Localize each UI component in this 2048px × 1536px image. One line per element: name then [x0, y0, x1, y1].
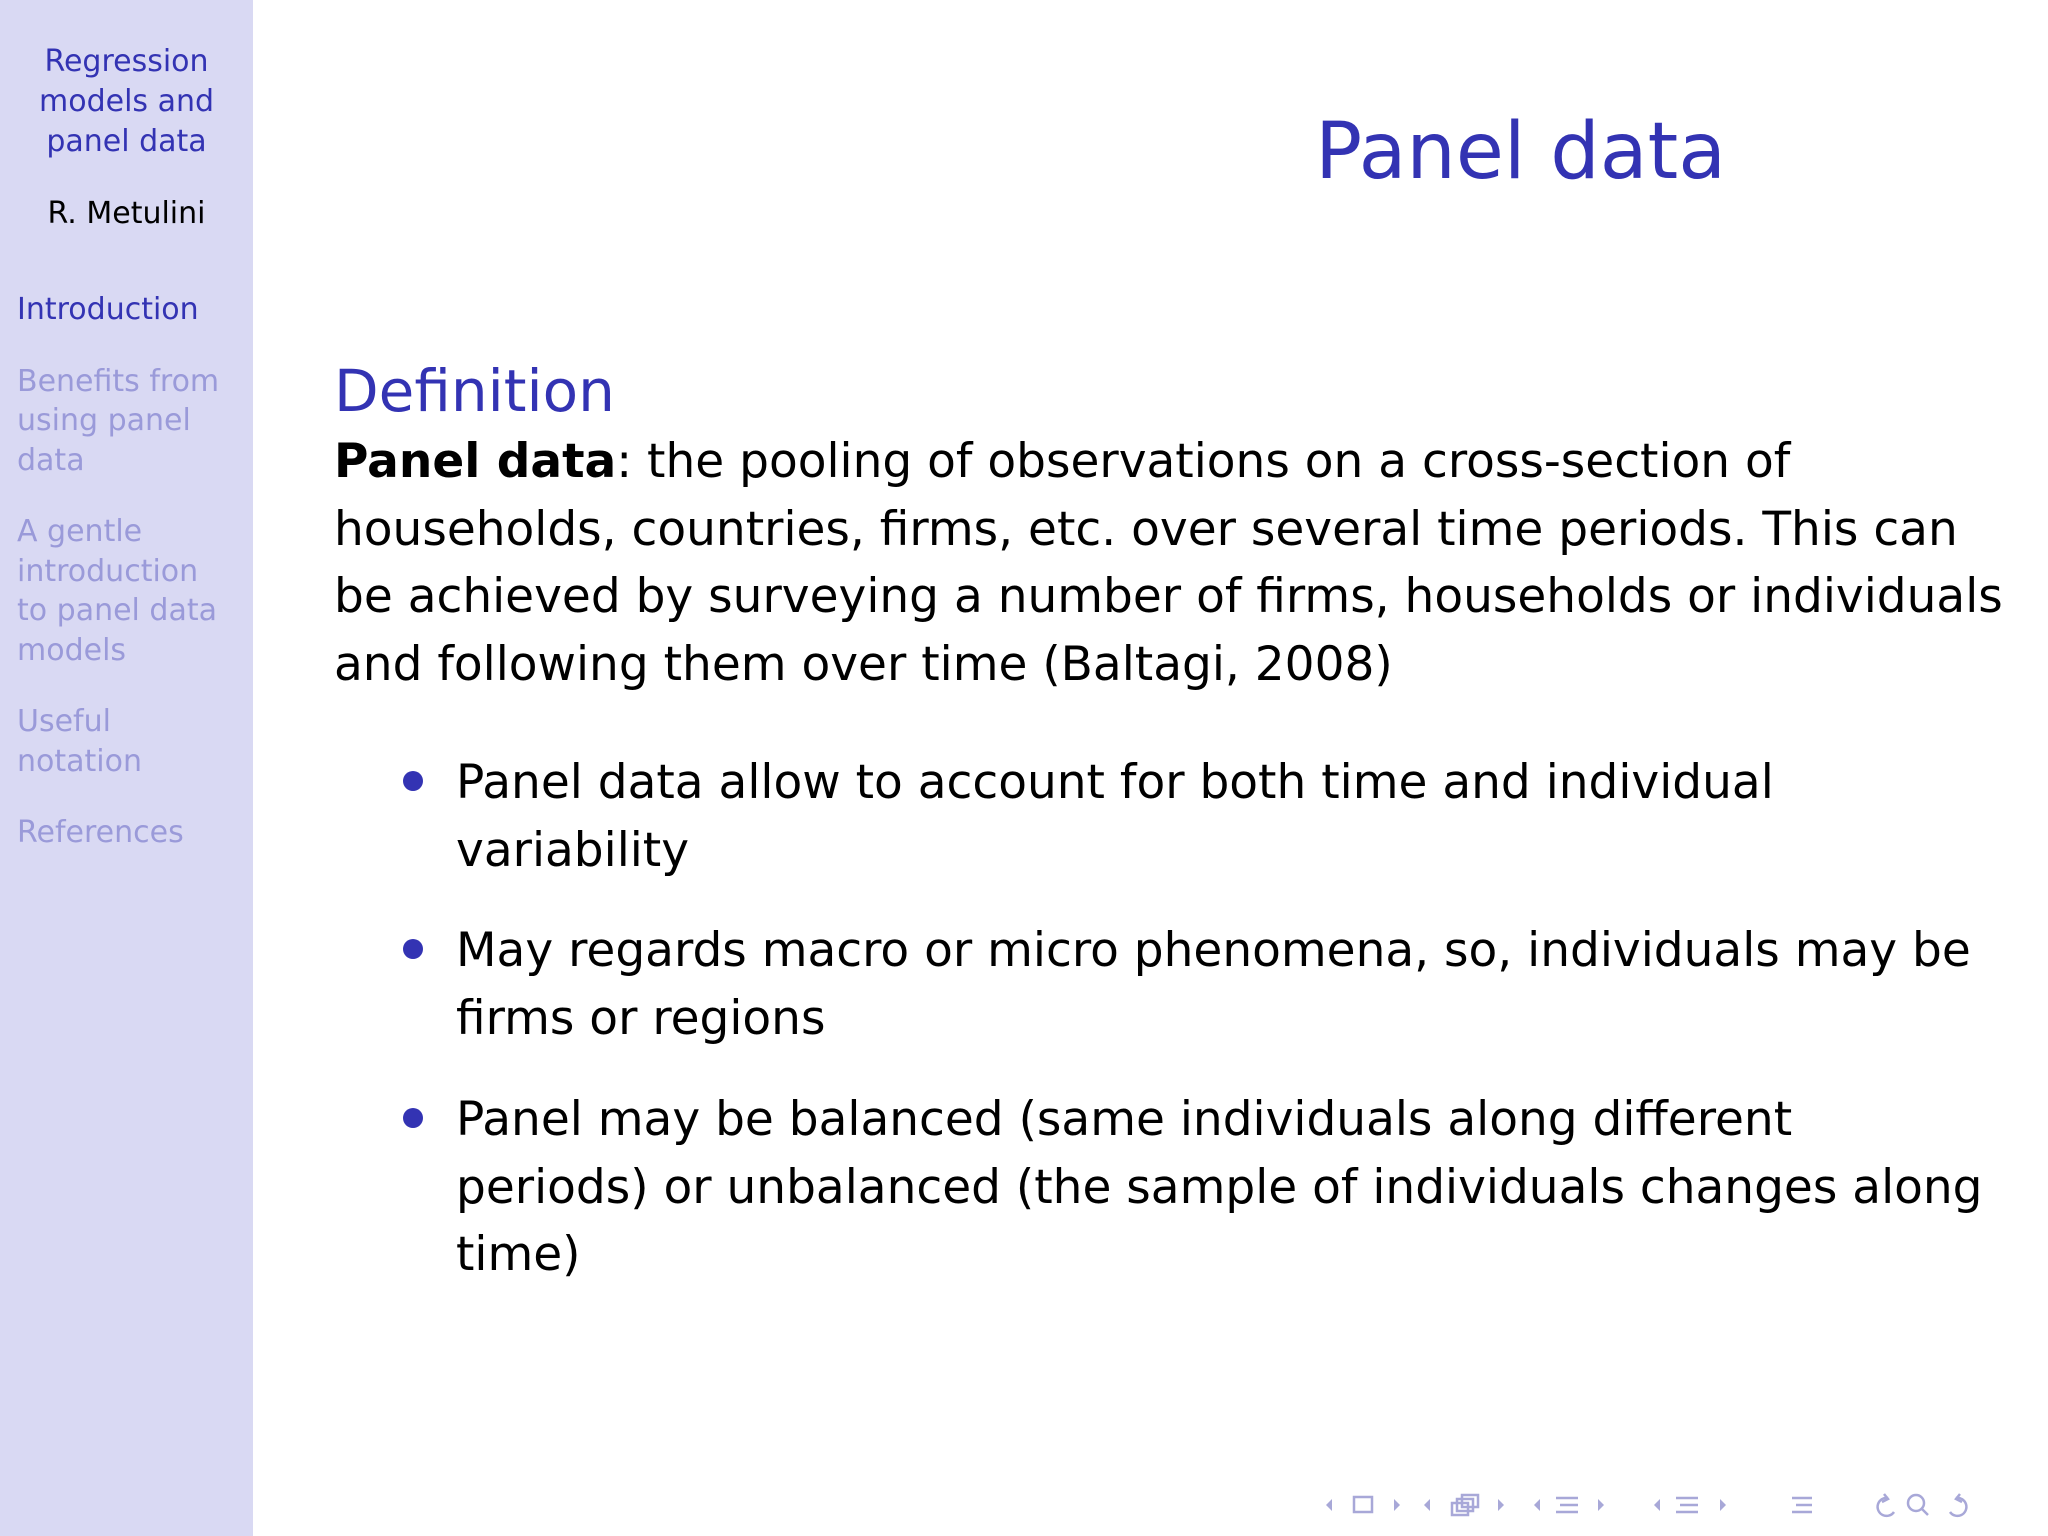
definition-line1-rest: : the pooling of observations on a cross-section of	[616, 434, 1791, 489]
nav-back-icon[interactable]	[1878, 1494, 1894, 1516]
nav-doc-icon[interactable]	[1676, 1498, 1698, 1512]
doc-title-line: models and	[38, 84, 215, 119]
bullet-line: firms or regions	[456, 990, 826, 1046]
sidebar-item-gentle-introduction[interactable]	[17, 512, 247, 670]
bullet-item	[456, 1086, 2016, 1289]
bullet-icon	[403, 771, 423, 791]
nav-subsection-icon[interactable]	[1452, 1495, 1478, 1515]
definition-line	[334, 428, 1974, 496]
nav-doc-next-icon[interactable]	[1720, 1499, 1726, 1511]
bullet-line: May regards macro or micro phenomena, so, individuals may be	[456, 923, 1971, 978]
sidebar-item-label: Introduction	[17, 292, 199, 327]
sidebar-doc-title[interactable]	[0, 42, 253, 162]
sidebar-item-label: models	[17, 632, 127, 668]
nav-frame-prev-icon[interactable]	[1326, 1499, 1332, 1511]
bullet-icon	[403, 939, 423, 959]
definition-term: Panel data	[334, 434, 617, 489]
sidebar-item-label: using panel	[17, 403, 191, 438]
nav-forward-icon[interactable]	[1950, 1494, 1966, 1516]
bullet-line: Panel data allow to account for both time and individual	[456, 755, 1774, 810]
sidebar-item-label: to panel data	[17, 593, 217, 628]
definition-line: and following them over time (Baltagi, 2008)	[334, 636, 1393, 692]
navigation-bar	[1316, 1490, 2036, 1520]
navigation-icons	[1316, 1490, 2036, 1520]
definition-line: households, countries, firms, etc. over several time periods. This can	[334, 501, 1958, 557]
bullet-line: periods) or unbalanced (the sample of individuals changes along	[456, 1159, 1983, 1215]
sidebar-item-references[interactable]	[17, 813, 247, 853]
nav-subsection-next-icon[interactable]	[1498, 1499, 1504, 1511]
definition-block-title: Definition	[334, 357, 615, 425]
sidebar-item-label: References	[17, 815, 184, 850]
nav-frame-next-icon[interactable]	[1394, 1499, 1400, 1511]
bullet-icon	[403, 1108, 423, 1128]
definition-line: be achieved by surveying a number of firms, households or individuals	[334, 569, 2003, 624]
nav-frame-icon[interactable]	[1354, 1497, 1372, 1512]
sidebar-item-label: A gentle	[17, 514, 143, 549]
nav-section-icon[interactable]	[1556, 1498, 1578, 1512]
slide-title: Panel data	[1315, 107, 1726, 197]
sidebar-item-label: introduction	[17, 553, 199, 589]
sidebar-nav	[17, 290, 247, 853]
bullet-item	[456, 917, 2016, 1052]
sidebar-author: R. Metulini	[47, 196, 206, 231]
nav-doc-prev-icon[interactable]	[1654, 1499, 1660, 1511]
sidebar-item-benefits[interactable]	[17, 362, 247, 481]
nav-section-prev-icon[interactable]	[1534, 1499, 1540, 1511]
doc-title-line: panel data	[46, 124, 207, 159]
bullet-line: time)	[456, 1227, 581, 1282]
bullet-line: variability	[456, 822, 690, 878]
sidebar-item-useful-notation[interactable]	[17, 702, 247, 781]
bullet-item	[456, 749, 2016, 884]
sidebar-item-label: notation	[17, 743, 142, 779]
sidebar-item-label: data	[17, 442, 85, 478]
doc-title-line: Regression	[44, 44, 209, 79]
sidebar-item-label: Useful	[17, 704, 111, 739]
definition-text	[334, 428, 2003, 698]
sidebar-item-introduction[interactable]	[17, 290, 247, 330]
sidebar	[0, 0, 253, 1536]
bullet-line: Panel may be balanced (same individuals along different	[456, 1092, 1793, 1147]
sidebar-item-label: Benefits from	[17, 363, 220, 399]
nav-subsection-prev-icon[interactable]	[1424, 1499, 1430, 1511]
nav-section-next-icon[interactable]	[1598, 1499, 1604, 1511]
nav-search-icon[interactable]	[1908, 1495, 1928, 1515]
nav-toc-icon[interactable]	[1792, 1498, 1812, 1512]
